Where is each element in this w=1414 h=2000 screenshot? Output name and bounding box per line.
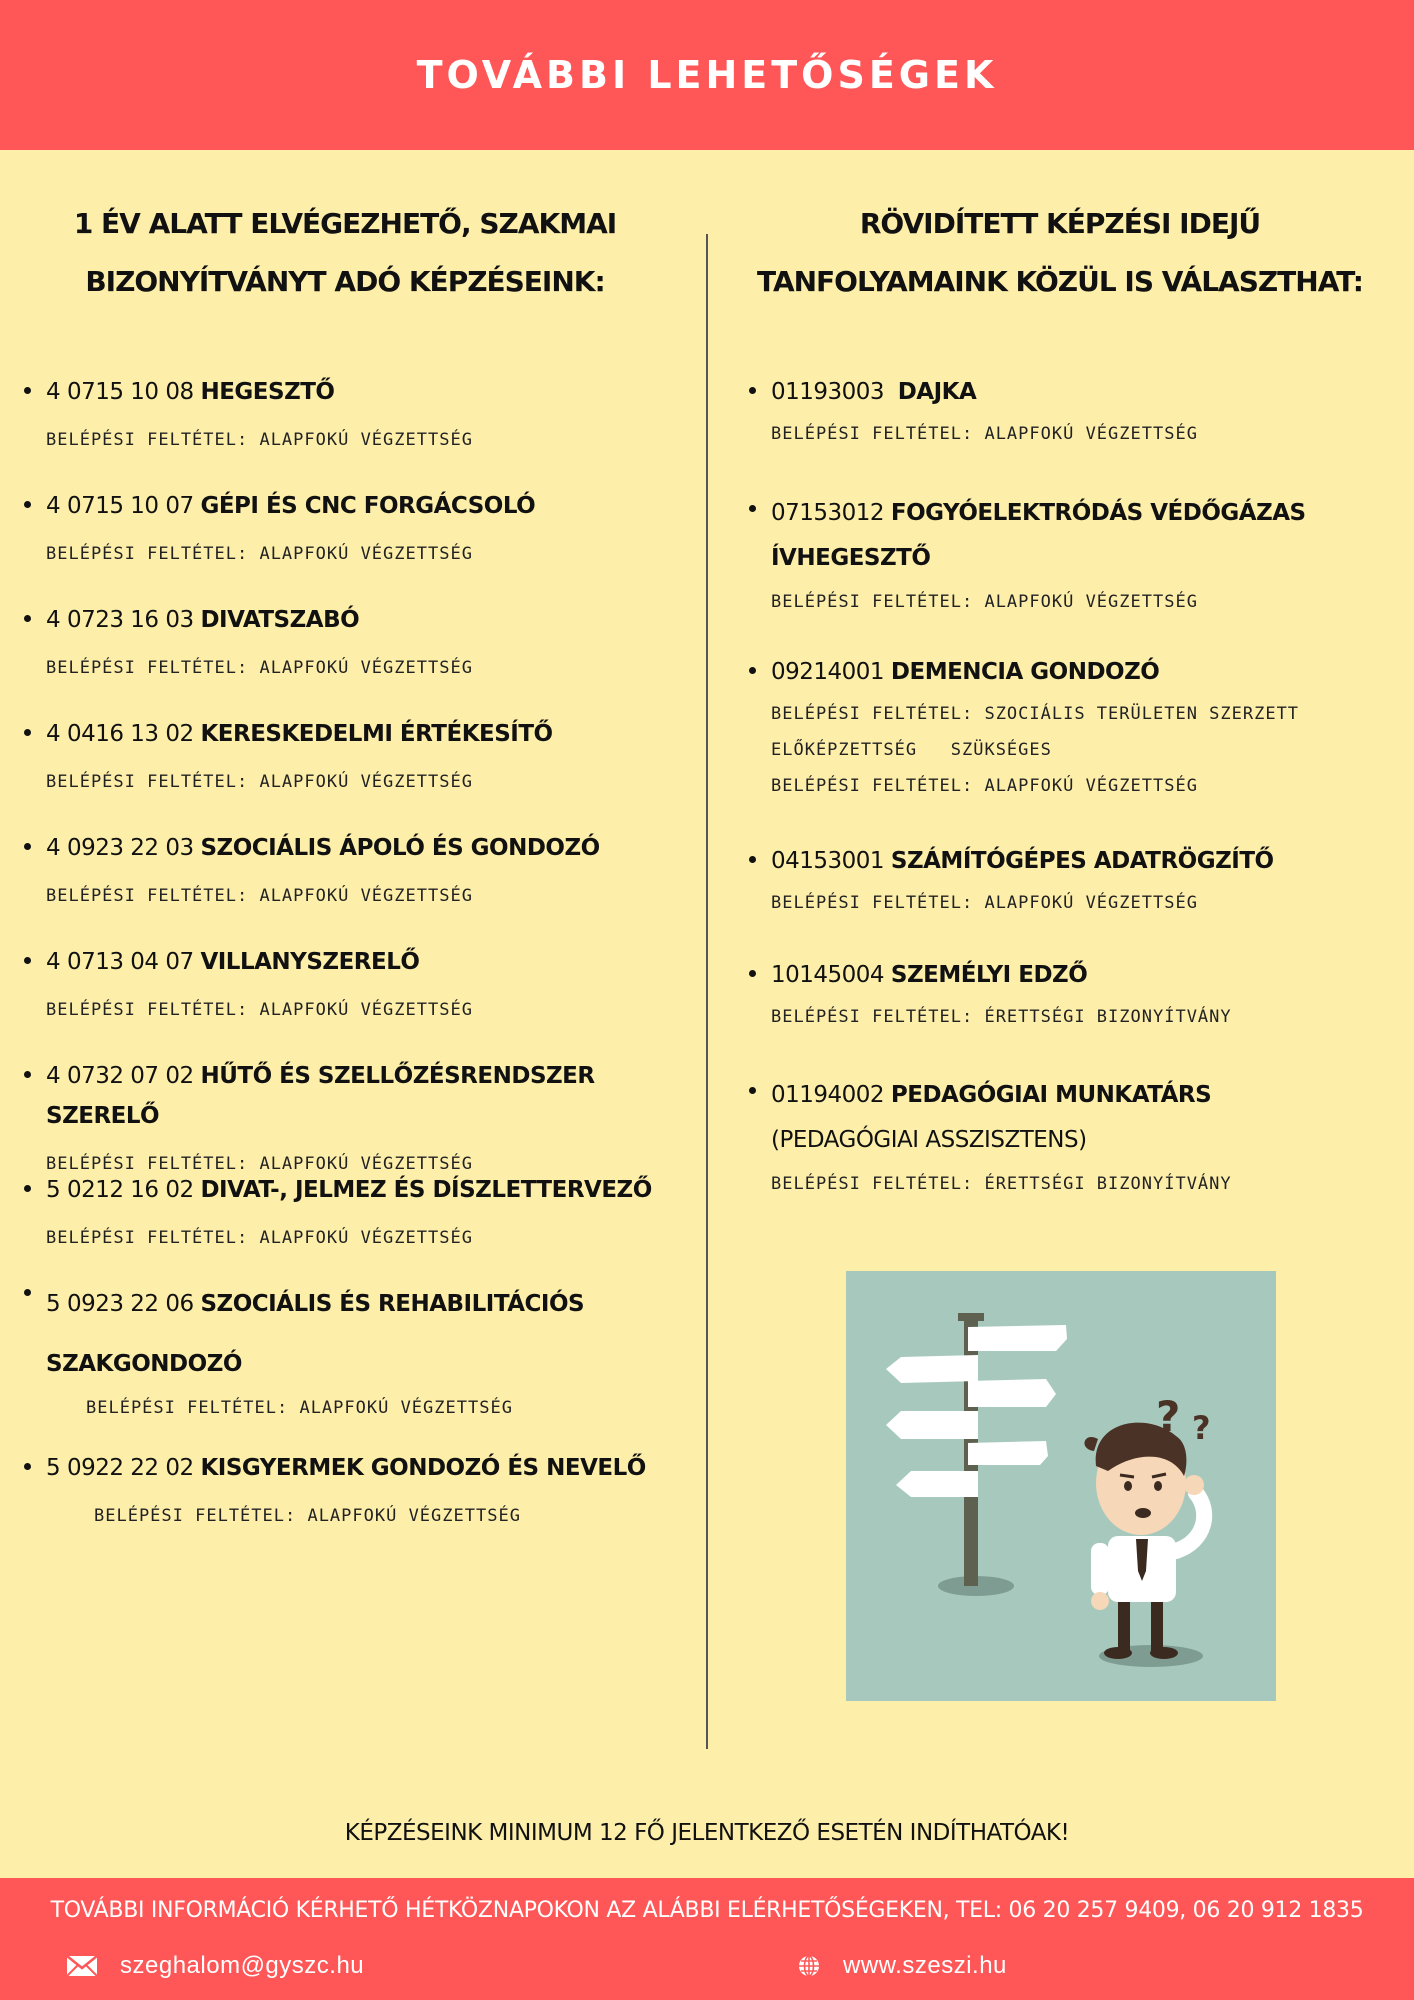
course-name: FOGYÓELEKTRÓDÁS VÉDŐGÁZAS	[890, 500, 1306, 526]
course-name: VILLANYSZERELŐ	[200, 949, 420, 975]
course-name: GÉPI ÉS CNC FORGÁCSOLÓ	[200, 493, 536, 519]
list-item	[745, 652, 1375, 841]
entry-requirement: BELÉPÉSI FELTÉTEL: ALAPFOKÚ VÉGZETTSÉG	[771, 893, 1198, 913]
entry-requirement: BELÉPÉSI FELTÉTEL: ALAPFOKÚ VÉGZETTSÉG	[46, 1000, 473, 1020]
course-name: KERESKEDELMI ÉRTÉKESÍTŐ	[200, 721, 553, 747]
entry-requirement: BELÉPÉSI FELTÉTEL: ÉRETTSÉGI BIZONYÍTVÁNY	[771, 1007, 1232, 1027]
entry-requirement: BELÉPÉSI FELTÉTEL: ALAPFOKÚ VÉGZETTSÉG	[46, 544, 473, 564]
course-code: 4 0713 04 07	[46, 949, 194, 975]
course-name: PEDAGÓGIAI MUNKATÁRS	[890, 1082, 1212, 1108]
bullet-icon	[24, 1185, 31, 1192]
bullet-icon	[749, 505, 756, 512]
course-code: 4 0732 07 02	[46, 1063, 194, 1089]
list-item	[20, 1170, 690, 1284]
bullet-icon	[24, 501, 31, 508]
crossroads-illustration	[846, 1271, 1276, 1701]
list-item	[20, 1448, 690, 1562]
course-name: DEMENCIA GONDOZÓ	[890, 659, 1160, 685]
list-item	[20, 714, 690, 828]
email-link[interactable]: szeghalom@gyszc.hu	[120, 1952, 365, 1979]
bullet-icon	[24, 1463, 31, 1470]
list-item	[745, 372, 1375, 490]
entry-requirement: BELÉPÉSI FELTÉTEL: ALAPFOKÚ VÉGZETTSÉG	[46, 772, 473, 792]
list-item	[20, 372, 690, 486]
page-title: TOVÁBBI LEHETŐSÉGEK	[416, 53, 998, 97]
list-item	[20, 1056, 690, 1174]
entry-requirement: BELÉPÉSI FELTÉTEL: ALAPFOKÚ VÉGZETTSÉG	[86, 1398, 513, 1418]
course-name: DIVAT-, JELMEZ ÉS DÍSZLETTERVEZŐ	[200, 1177, 652, 1203]
contact-info-text: TOVÁBBI INFORMÁCIÓ KÉRHETŐ HÉTKÖZNAPOKON AZ ALÁBBI ELÉRHETŐSÉGEKEN, TEL: 06 20 257 9409, 06 20 912 1835	[50, 1898, 1364, 1923]
globe-icon	[797, 1954, 821, 1978]
list-item	[745, 490, 1375, 652]
course-code: 5 0212 16 02	[46, 1177, 194, 1203]
entry-requirement: BELÉPÉSI FELTÉTEL: ALAPFOKÚ VÉGZETTSÉG	[771, 776, 1198, 796]
course-code: 4 0416 13 02	[46, 721, 194, 747]
left-column-heading	[30, 195, 660, 311]
course-name: HŰTŐ ÉS SZELLŐZÉSRENDSZER SZERELŐ	[46, 1063, 595, 1129]
entry-requirement: BELÉPÉSI FELTÉTEL: ALAPFOKÚ VÉGZETTSÉG	[46, 658, 473, 678]
bullet-icon	[749, 970, 756, 977]
course-code: 09214001	[771, 659, 885, 685]
entry-requirement: BELÉPÉSI FELTÉTEL: ALAPFOKÚ VÉGZETTSÉG	[46, 886, 473, 906]
short-course-list	[745, 372, 1375, 1232]
course-code: 01194002	[771, 1082, 885, 1108]
course-name-line2: SZAKGONDOZÓ	[46, 1351, 242, 1377]
list-item	[745, 841, 1375, 955]
course-name: DIVATSZABÓ	[200, 607, 360, 633]
svg-text:?: ?	[1156, 1392, 1181, 1441]
course-name: SZOCIÁLIS ÁPOLÓ ÉS GONDOZÓ	[200, 835, 600, 861]
list-item	[20, 1274, 690, 1448]
bullet-icon	[749, 667, 756, 674]
course-name: KISGYERMEK GONDOZÓ ÉS NEVELŐ	[200, 1455, 646, 1481]
website-link[interactable]: www.szeszi.hu	[843, 1952, 1007, 1979]
envelope-icon	[66, 1955, 98, 1977]
course-code: 4 0723 16 03	[46, 607, 194, 633]
entry-requirement: BELÉPÉSI FELTÉTEL: SZOCIÁLIS TERÜLETEN SZERZETT	[771, 704, 1300, 724]
right-heading-line1: RÖVIDÍTETT KÉPZÉSI IDEJŰ	[859, 207, 1261, 240]
footer	[0, 1878, 1414, 2000]
right-column-heading	[730, 195, 1390, 311]
course-code: 04153001	[771, 848, 885, 874]
bullet-icon	[24, 843, 31, 850]
course-code: 4 0715 10 08	[46, 379, 194, 405]
email-contact[interactable]	[66, 1952, 364, 1980]
course-name: SZEMÉLYI EDZŐ	[890, 962, 1088, 988]
minimum-enrolment-notice: KÉPZÉSEINK MINIMUM 12 FŐ JELENTKEZŐ ESETÉN INDÍTHATÓAK!	[344, 1820, 1070, 1846]
course-code: 07153012	[771, 500, 885, 526]
right-heading-line2: TANFOLYAMAINK KÖZÜL IS VÁLASZTHAT:	[757, 265, 1363, 298]
website-contact[interactable]	[797, 1952, 1007, 1980]
left-heading-line2: BIZONYÍTVÁNYT ADÓ KÉPZÉSEINK:	[85, 265, 605, 298]
entry-requirement: BELÉPÉSI FELTÉTEL: ALAPFOKÚ VÉGZETTSÉG	[94, 1506, 521, 1526]
bullet-icon	[749, 856, 756, 863]
bullet-icon	[24, 729, 31, 736]
column-divider	[706, 234, 708, 1749]
list-item	[20, 828, 690, 942]
one-year-course-list	[20, 372, 690, 1562]
bullet-icon	[24, 957, 31, 964]
header-band	[0, 0, 1414, 150]
course-subtitle: (PEDAGÓGIAI ASSZISZTENS)	[771, 1127, 1087, 1153]
bullet-icon	[749, 1087, 756, 1094]
course-name: SZOCIÁLIS ÉS REHABILITÁCIÓS	[200, 1291, 585, 1317]
course-code: 10145004	[771, 962, 885, 988]
list-item	[20, 486, 690, 600]
course-code: 01193003	[771, 379, 885, 405]
left-heading-line1: 1 ÉV ALATT ELVÉGEZHETŐ, SZAKMAI	[73, 207, 617, 240]
bullet-icon	[24, 387, 31, 394]
course-code: 5 0922 22 02	[46, 1455, 194, 1481]
list-item	[745, 1072, 1375, 1232]
bullet-icon	[749, 387, 756, 394]
bullet-icon	[24, 1071, 31, 1078]
list-item	[20, 942, 690, 1056]
course-name-line2: ÍVHEGESZTŐ	[771, 545, 931, 571]
svg-text:?: ?	[1192, 1409, 1211, 1447]
list-item	[20, 600, 690, 714]
bullet-icon	[24, 615, 31, 622]
course-code: 5 0923 22 06	[46, 1291, 194, 1317]
course-code: 4 0715 10 07	[46, 493, 194, 519]
entry-requirement: BELÉPÉSI FELTÉTEL: ÉRETTSÉGI BIZONYÍTVÁNY	[771, 1174, 1232, 1194]
entry-requirement: BELÉPÉSI FELTÉTEL: ALAPFOKÚ VÉGZETTSÉG	[771, 592, 1198, 612]
entry-requirement: BELÉPÉSI FELTÉTEL: ALAPFOKÚ VÉGZETTSÉG	[771, 424, 1198, 444]
course-code: 4 0923 22 03	[46, 835, 194, 861]
entry-requirement: BELÉPÉSI FELTÉTEL: ALAPFOKÚ VÉGZETTSÉG	[46, 1228, 473, 1248]
course-name: DAJKA	[897, 379, 977, 405]
bullet-icon	[24, 1289, 31, 1296]
confused-man-signpost-icon	[846, 1271, 1276, 1701]
entry-requirement: BELÉPÉSI FELTÉTEL: ALAPFOKÚ VÉGZETTSÉG	[46, 430, 473, 450]
course-name: SZÁMÍTÓGÉPES ADATRÖGZÍTŐ	[890, 848, 1274, 874]
entry-requirement: BELÉPÉSI FELTÉTEL: ALAPFOKÚ VÉGZETTSÉG	[46, 1154, 473, 1174]
entry-requirement: ELŐKÉPZETTSÉG SZÜKSÉGES	[771, 740, 1052, 760]
list-item	[745, 955, 1375, 1072]
course-name: HEGESZTŐ	[200, 379, 335, 405]
